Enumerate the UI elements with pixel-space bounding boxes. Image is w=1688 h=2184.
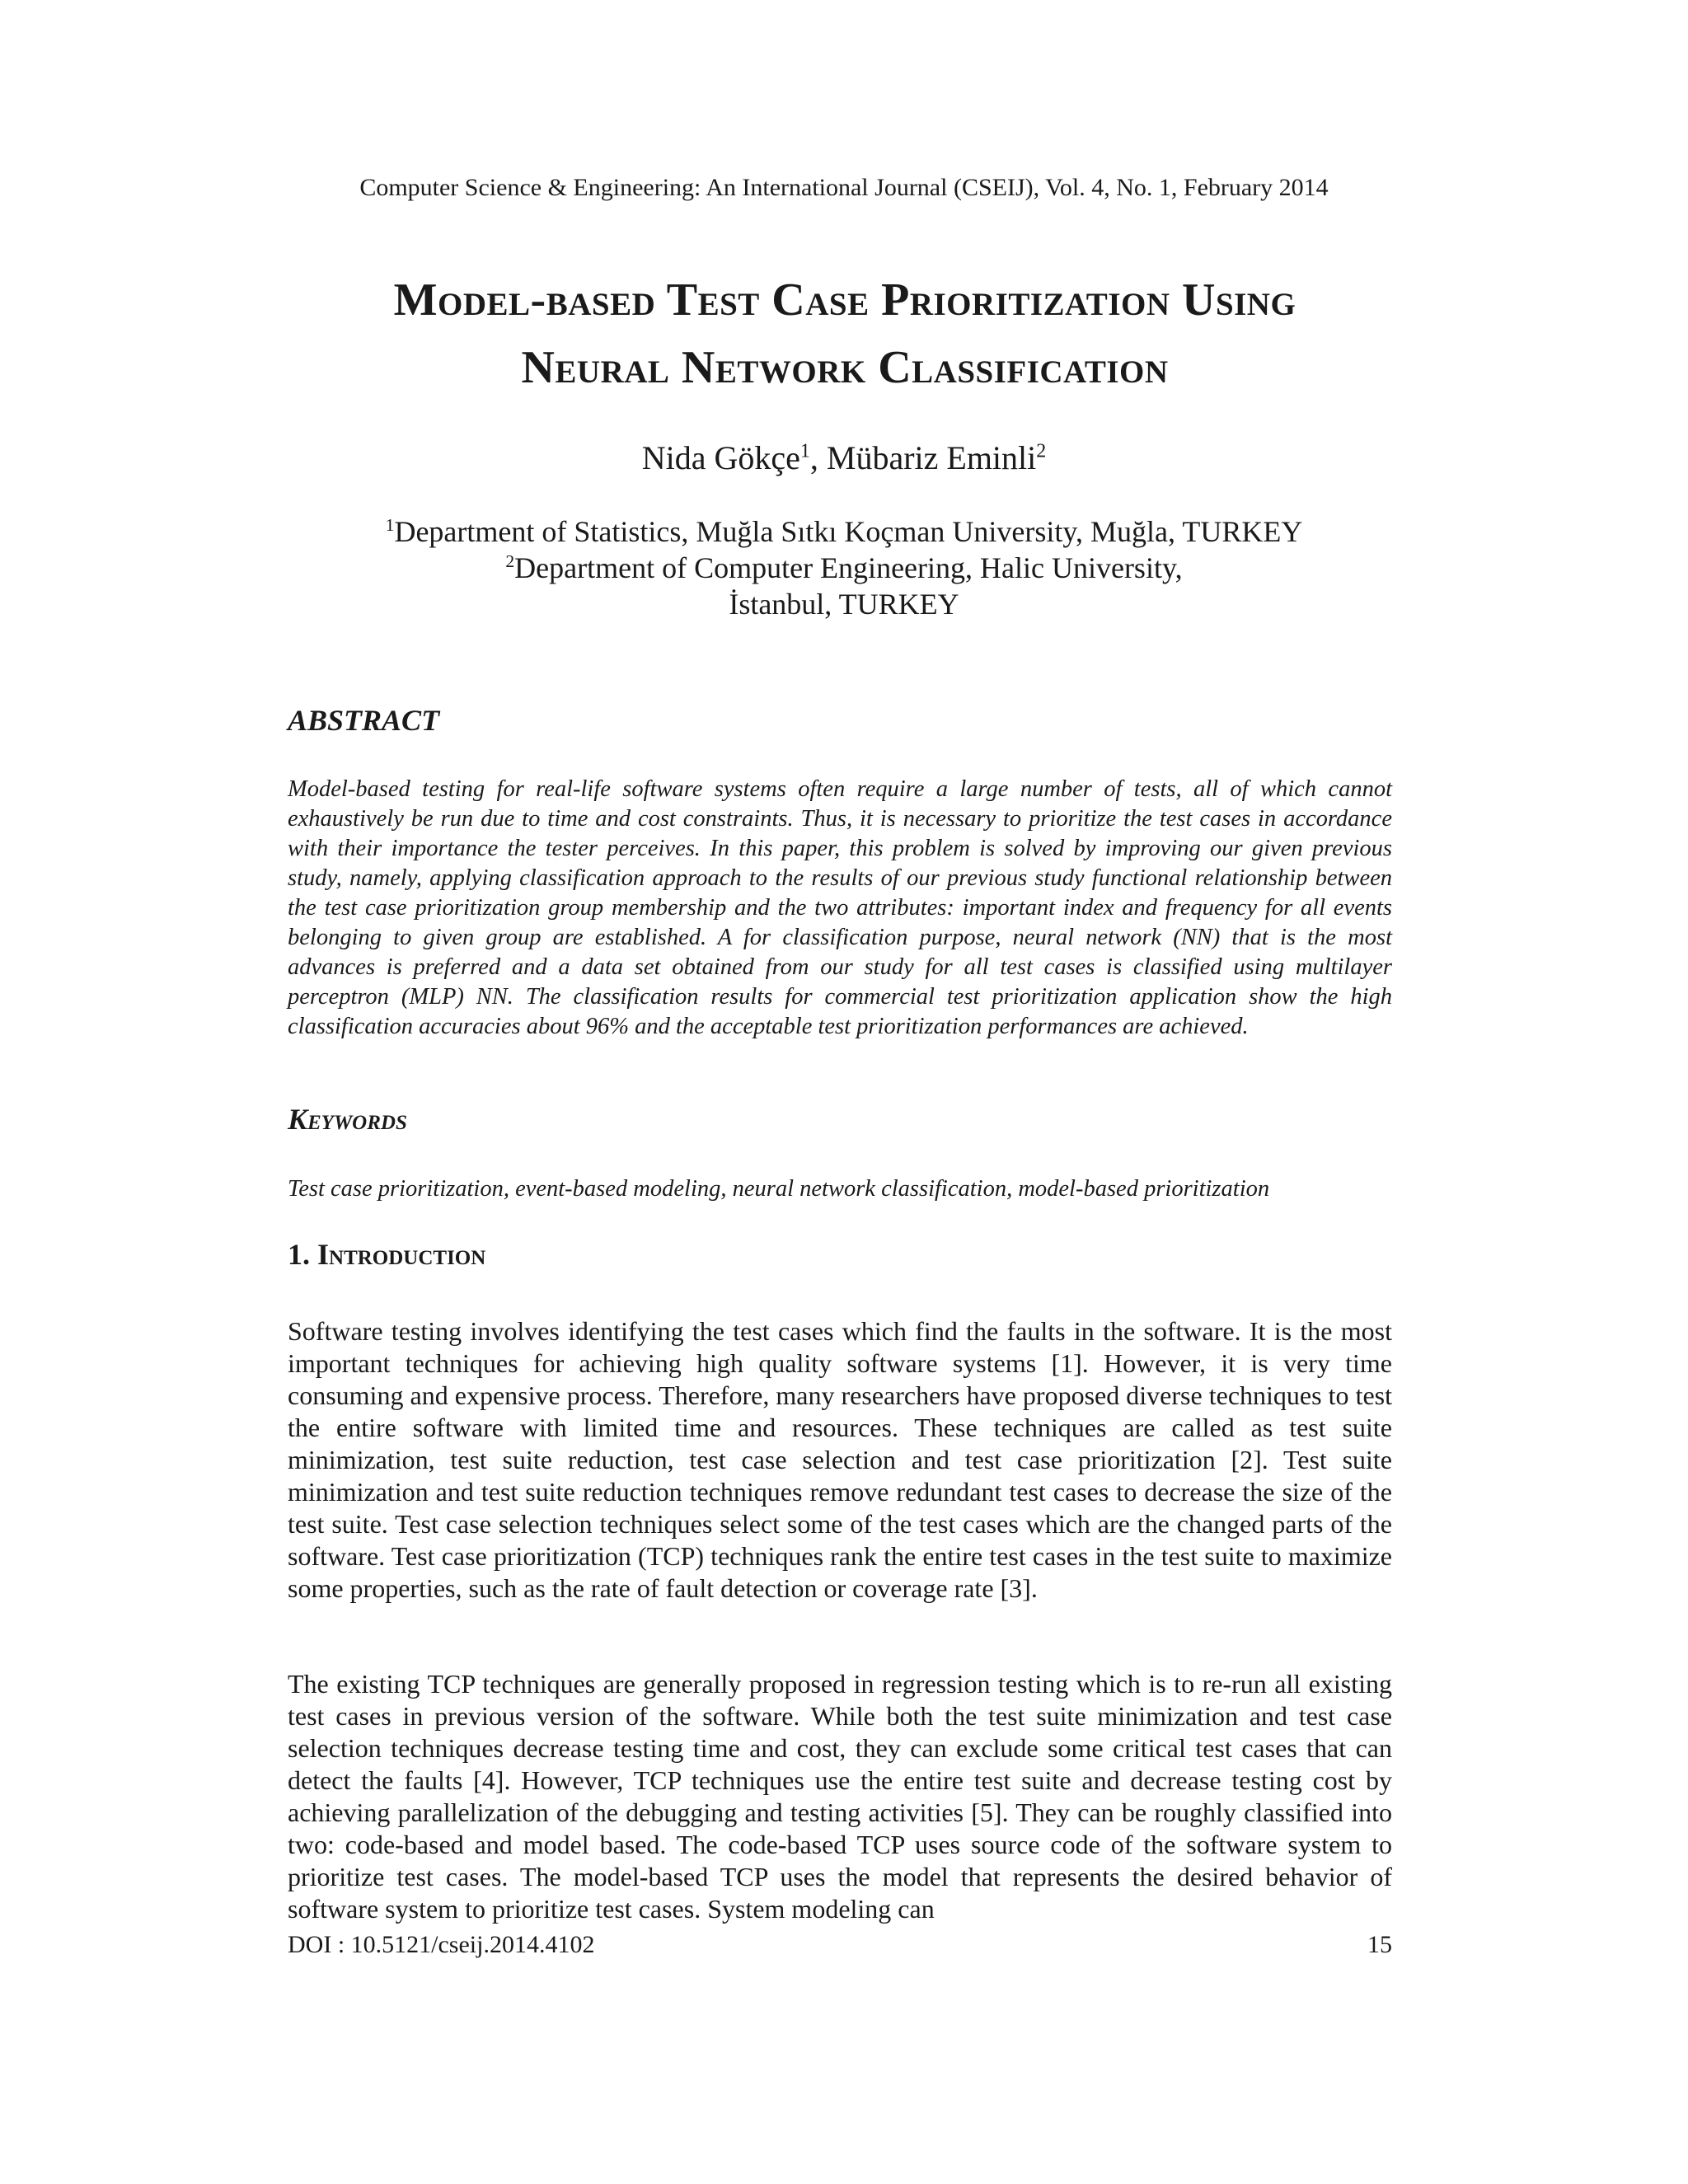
author-list <box>0 435 1688 481</box>
affiliation-1-mark: 1 <box>385 515 395 535</box>
introduction-paragraph-1: Software testing involves identifying the test cases which find the faults in the software. It is the most important techniques for achieving high quality software systems [1]. However, it is very time consuming and expensive process. Therefore, many researchers have proposed diverse techniques to test the entire software with limited time and resources. These techniques are called as test suite minimization, test suite reduction, test case selection and test case prioritization [2]. Test suite minimization and test suite reduction techniques remove redundant test cases to decrease the size of the test suite. Test case selection techniques select some of the test cases which are the changed parts of the software. Test case prioritization (TCP) techniques rank the entire test cases in the test suite to maximize some properties, such as the rate of fault detection or coverage rate [3]. <box>288 1316 1392 1603</box>
affiliations <box>0 513 1688 622</box>
author-2-affiliation-mark: 2 <box>1036 440 1047 462</box>
keywords-heading: Keywords <box>288 1103 407 1136</box>
paper-title <box>206 266 1484 401</box>
affiliation-2 <box>0 550 1688 586</box>
abstract-text: Model-based testing for real-life software systems often require a large number of tests, all of which cannot exhaustively be run due to time and cost constraints. Thus, it is necessary to prioritize the test cases in accordance with their importance the tester perceives. In this paper, this problem is solved by improving our given previous study, namely, applying classification approach to the results of our previous study functional relationship between the test case prioritization group membership and the two attributes: important index and frequency for all events belonging to given group are established. A for classification purpose, neural network (NN) that is the most advances is preferred and a data set obtained from our study for all test cases is classified using multilayer perceptron (MLP) NN. The classification results for commercial test prioritization application show the high classification accuracies about 96% and the acceptable test prioritization performances are achieved. <box>288 776 1392 1039</box>
keywords-text: Test case prioritization, event-based modeling, neural network classification, model-based prioritization <box>288 1176 1270 1202</box>
abstract-heading: ABSTRACT <box>288 704 440 737</box>
introduction-heading: 1. Introduction <box>288 1238 486 1271</box>
page-footer <box>288 1929 1392 1961</box>
introduction-paragraph-2: The existing TCP techniques are generally proposed in regression testing which is to re-run all existing test cases in previous version of the software. While both the test suite minimization and test case selection techniques decrease testing time and cost, they can exclude some critical test cases that can detect the faults [4]. However, TCP techniques use the entire test suite and decrease testing cost by achieving parallelization of the debugging and testing activities [5]. They can be roughly classified into two: code-based and model based. The code-based TCP uses source code of the software system to prioritize test cases. The model-based TCP uses the model that represents the desired behavior of software system to prioritize test cases. System modeling can <box>288 1669 1392 1924</box>
page-number: 15 <box>1367 1931 1392 1958</box>
author-2-name: Mübariz Eminli <box>826 439 1037 476</box>
author-1-name: Nida Gökçe <box>641 439 800 476</box>
author-1-affiliation-mark: 1 <box>799 440 810 462</box>
title-line-1: Model-based Test Case Prioritization Using <box>393 274 1296 326</box>
affiliation-2-city: İstanbul, TURKEY <box>729 588 959 621</box>
doi-link[interactable]: DOI : 10.5121/cseij.2014.4102 <box>288 1931 595 1958</box>
affiliation-2-text: Department of Computer Engineering, Halic University, <box>514 551 1183 584</box>
affiliation-1-text: Department of Statistics, Muğla Sıtkı Koçman University, Muğla, TURKEY <box>394 515 1303 548</box>
author-separator: , <box>809 439 827 476</box>
affiliation-2-mark: 2 <box>505 551 515 571</box>
affiliation-1 <box>0 513 1688 550</box>
running-head: Computer Science & Engineering: An International Journal (CSEIJ), Vol. 4, No. 1, February 2014 <box>359 174 1329 201</box>
title-line-2: Neural Network Classification <box>521 342 1169 393</box>
